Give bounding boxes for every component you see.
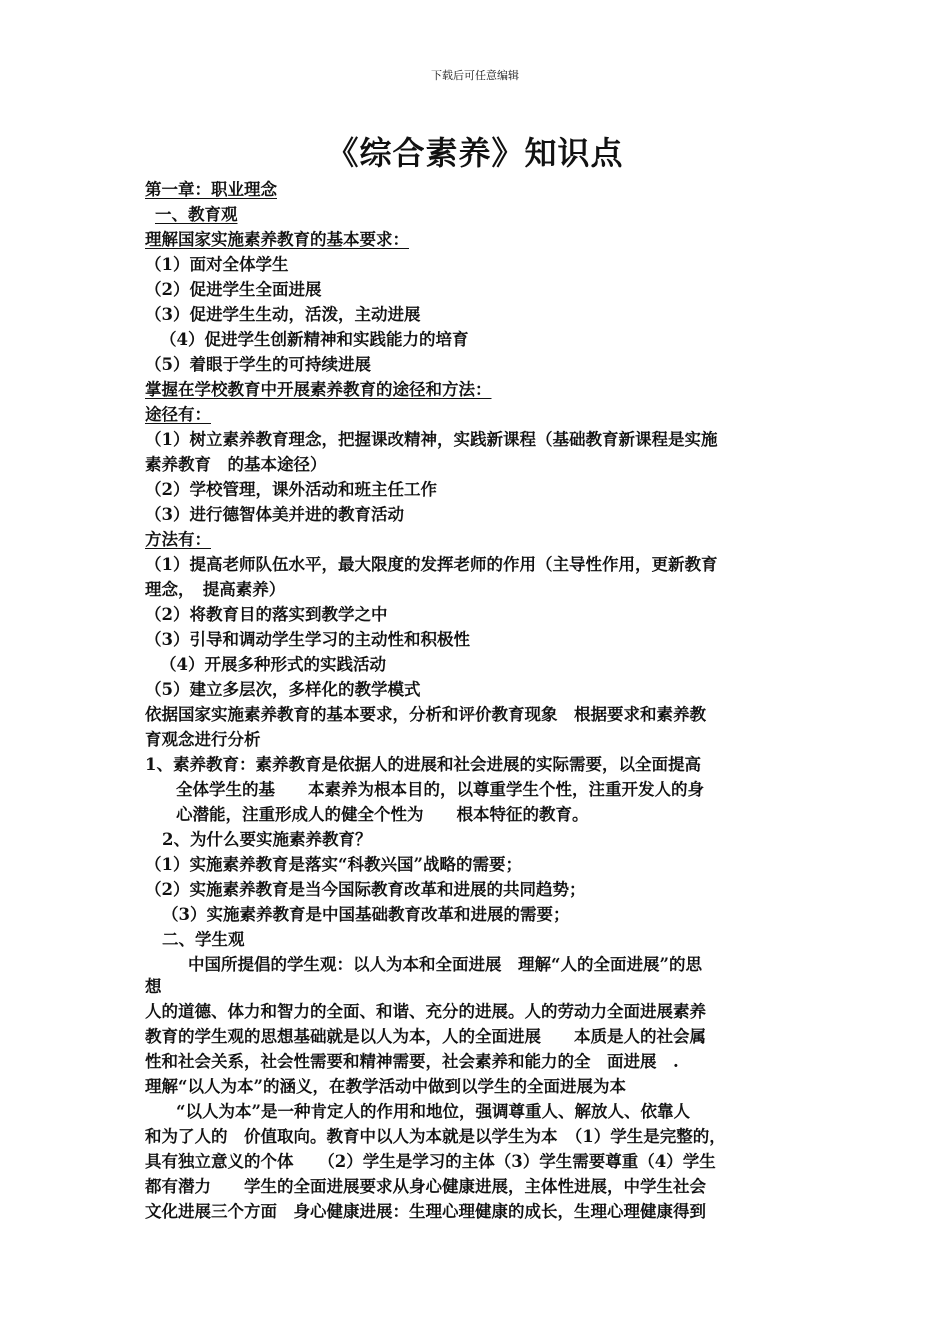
subheading: 理解国家实施素养教育的基本要求： [145, 230, 409, 249]
text-line: 1、素养教育：素养教育是依据人的进展和社会进展的实际需要，以全面提高 [145, 755, 701, 774]
text-line: （3）促进学生生动，活泼，主动进展 [145, 305, 421, 324]
text-line: 都有潜力 学生的全面进展要求从身心健康进展，主体性进展，中学生社会 [145, 1177, 706, 1196]
text-line: （2）学校管理，课外活动和班主任工作 [145, 480, 437, 499]
subheading: 途径有： [145, 405, 211, 424]
text-line: （4）开展多种形式的实践活动 [160, 655, 386, 674]
text-line: （1）实施素养教育是落实“科教兴国”战略的需要； [145, 855, 522, 874]
text-line: 人的道德、体力和智力的全面、和谐、充分的进展。人的劳动力全面进展素养 [145, 1002, 706, 1021]
text-line: （2）实施素养教育是当今国际教育改革和进展的共同趋势； [145, 880, 586, 899]
subheading: 方法有： [145, 530, 211, 549]
text-line: 文化进展三个方面 身心健康进展：生理心理健康的成长，生理心理健康得到 [145, 1202, 706, 1221]
text-line: （3）引导和调动学生学习的主动性和积极性 [145, 630, 470, 649]
text-line: 和为了人的 价值取向。教育中以人为本就是以学生为本 （1）学生是完整的， [145, 1127, 726, 1146]
text-line: 素养教育 的基本途径） [145, 455, 327, 474]
text-line: 理解“以人为本”的涵义，在教学活动中做到以学生的全面进展为本 [145, 1077, 626, 1096]
text-line: 2、为什么要实施素养教育？ [162, 830, 372, 849]
document-title: 《综合素养》知识点 [326, 134, 624, 172]
chapter-heading: 第一章：职业理念 [145, 180, 277, 199]
text-line: 理念， 提高素养） [145, 580, 286, 599]
text-line: （4）促进学生创新精神和实践能力的培育 [160, 330, 469, 349]
text-line: 依据国家实施素养教育的基本要求，分析和评价教育现象 根据要求和素养教 [145, 705, 706, 724]
text-line: 中国所提倡的学生观：以人为本和全面进展 理解“人的全面进展”的思 [188, 955, 702, 974]
text-line: 育观念进行分析 [145, 730, 261, 749]
subheading: 掌握在学校教育中开展素养教育的途径和方法： [145, 380, 492, 399]
text-line: （1）树立素养教育理念，把握课改精神，实践新课程（基础教育新课程是实施 [145, 430, 718, 449]
text-line: 具有独立意义的个体 （2）学生是学习的主体（3）学生需要尊重（4）学生 [145, 1152, 716, 1171]
text-line: （1）面对全体学生 [145, 255, 289, 274]
text-line: （5）建立多层次，多样化的教学模式 [145, 680, 421, 699]
text-line: （2）促进学生全面进展 [145, 280, 322, 299]
section-heading: 一、教育观 [155, 205, 238, 224]
text-line: 全体学生的基 本素养为根本目的，以尊重学生个性，注重开发人的身 [176, 780, 704, 799]
text-line: 想 [145, 977, 162, 996]
page-header: 下载后可任意编辑 [431, 69, 519, 82]
text-line: 心潜能，注重形成人的健全个性为 根本特征的教育。 [176, 805, 589, 824]
section-heading: 二、学生观 [162, 930, 245, 949]
text-line: （2）将教育目的落实到教学之中 [145, 605, 388, 624]
text-line: （3）进行德智体美并进的教育活动 [145, 505, 404, 524]
text-line: 教育的学生观的思想基础就是以人为本，人的全面进展 本质是人的社会属 [145, 1027, 706, 1046]
text-line: （3）实施素养教育是中国基础教育改革和进展的需要； [162, 905, 570, 924]
text-line: “以人为本”是一种肯定人的作用和地位，强调尊重人、解放人、依靠人 [176, 1102, 690, 1121]
text-line: 性和社会关系，社会性需要和精神需要，社会素养和能力的全 面进展 . [145, 1052, 679, 1071]
text-line: （5）着眼于学生的可持续进展 [145, 355, 371, 374]
text-line: （1）提高老师队伍水平，最大限度的发挥老师的作用（主导性作用，更新教育 [145, 555, 718, 574]
